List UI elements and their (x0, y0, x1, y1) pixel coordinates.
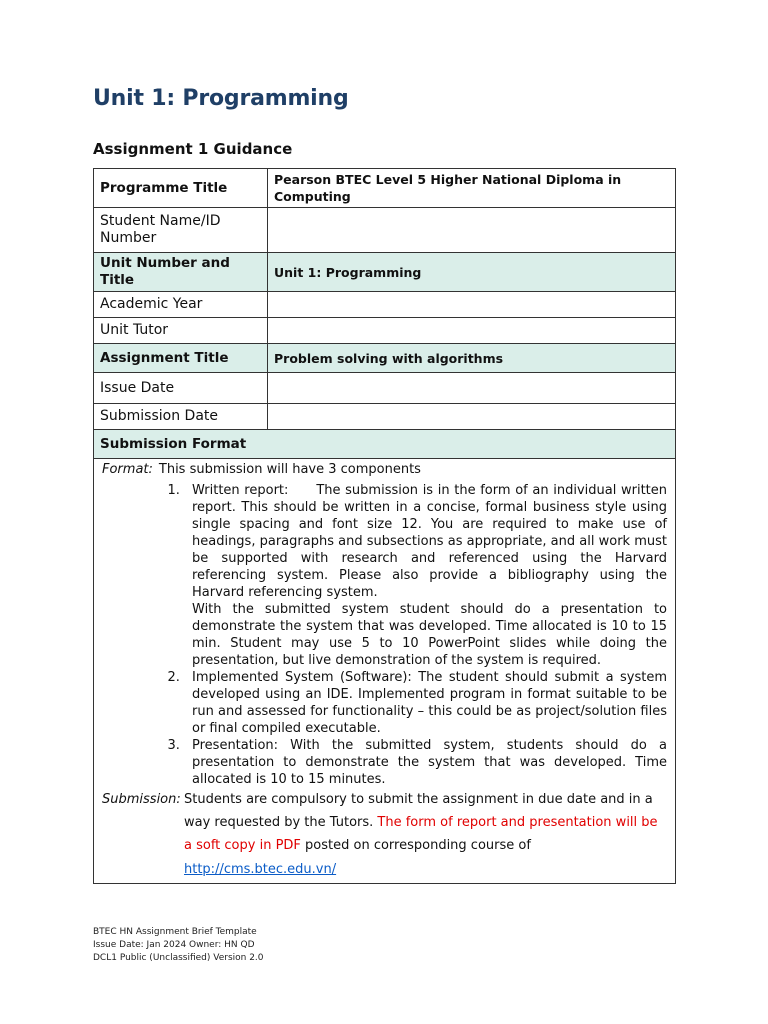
list-item (184, 482, 667, 669)
course-link[interactable]: http://cms.btec.edu.vn/ (184, 861, 337, 877)
submission-date-value[interactable] (268, 404, 676, 430)
submission-text-part2: posted on corresponding course of (300, 838, 531, 854)
page-footer (93, 926, 264, 965)
programme-title-label: Programme Title (94, 169, 268, 208)
list-item: 3. Presentation: With the submitted system, students should do a presentation to demonstrate the system that was developed. Time allocated is 10 to 15 minutes. (184, 737, 667, 788)
assignment-brief-table (93, 168, 676, 884)
unit-tutor-label: Unit Tutor (94, 318, 268, 344)
footer-line-2: Issue Date: Jan 2024 Owner: HN QD (93, 940, 255, 950)
presentation-note-text: With the submitted system student should do a presentation to demonstrate the system that was developed. Time allocated is 10 to 15 min. Student may use 5 to 10 PowerPoint slides while doing the presentation, but live demonstration of the system is required. (192, 602, 667, 668)
submission-format-label: Submission Format (94, 430, 676, 459)
student-name-label: Student Name/ID Number (94, 208, 268, 253)
footer-line-3: DCL1 Public (Unclassified) Version 2.0 (93, 953, 264, 963)
format-label: Format: (102, 462, 153, 477)
student-name-value[interactable] (268, 208, 676, 253)
submission-date-label: Submission Date (94, 404, 268, 430)
list-item: 2. Implemented System (Software): The student should submit a system developed using an IDE. Implemented program in format suitable to be run and assessed for functionality – this could be as project/solution files or final compiled executable. (184, 669, 667, 737)
issue-date-value[interactable] (268, 373, 676, 404)
section-title: Assignment 1 Guidance (93, 140, 293, 158)
submission-label: Submission: (102, 792, 181, 807)
assignment-title-value: Problem solving with algorithms (268, 344, 676, 373)
academic-year-value[interactable] (268, 292, 676, 318)
footer-line-1: BTEC HN Assignment Brief Template (93, 927, 257, 937)
written-report-text: 1. Written report: The submission is in the form of an individual written report. This should be written in a concise, formal business style using single spacing and font size 12. You are required to make use of headings, paragraphs and subsections as appropriate, and all work must be supported with research and referenced using the Harvard referencing system. Please also provide a bibliography using the Harvard referencing system. (192, 483, 667, 600)
programme-title-value: Pearson BTEC Level 5 Higher National Diploma in Computing (268, 169, 676, 208)
submission-format-content (94, 459, 676, 884)
format-intro-line (102, 461, 667, 478)
submission-note (102, 788, 667, 881)
submission-text-part1: Students are compulsory to submit the assignment in due date and in a way requested by the Tutors. (184, 792, 653, 831)
format-component-list (102, 482, 667, 788)
submission-text (184, 788, 667, 881)
academic-year-label: Academic Year (94, 292, 268, 318)
unit-number-label: Unit Number and Title (94, 253, 268, 292)
format-intro: This submission will have 3 components (158, 462, 421, 477)
assignment-title-label: Assignment Title (94, 344, 268, 373)
submission-red-text: The form of report and presentation will be a soft copy in PDF (184, 815, 658, 854)
issue-date-label: Issue Date (94, 373, 268, 404)
unit-number-value: Unit 1: Programming (268, 253, 676, 292)
page-title: Unit 1: Programming (93, 86, 349, 111)
unit-tutor-value[interactable] (268, 318, 676, 344)
